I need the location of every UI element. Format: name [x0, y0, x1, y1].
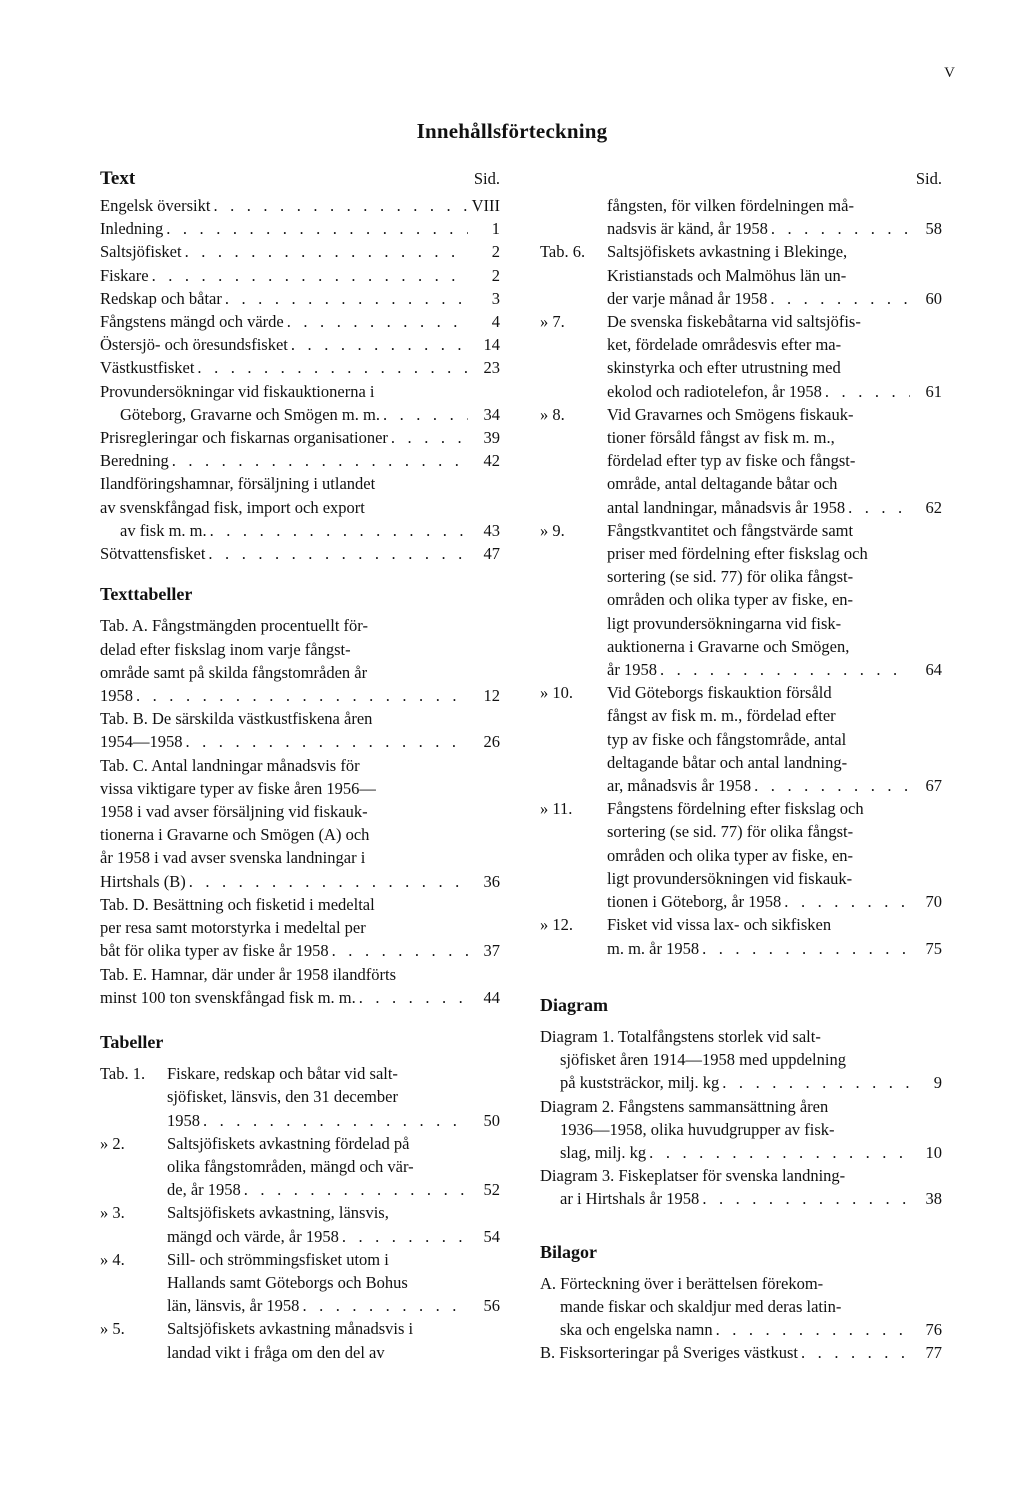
toc-page-number: 37 — [483, 941, 500, 961]
toc-entry-line — [100, 519, 468, 542]
leader-dots — [848, 496, 910, 519]
toc-entry-label: Inledning — [100, 219, 164, 239]
toc-entry-line — [100, 287, 468, 310]
toc-entry-line: ligt provundersökningarna vid fisk- — [607, 613, 842, 633]
toc-page-number: 52 — [483, 1180, 500, 1200]
toc-entry — [100, 1201, 500, 1247]
toc-page-number: 56 — [483, 1296, 500, 1316]
toc-entry-line — [100, 217, 468, 240]
toc-entry-label: ekolod och radiotelefon, år 1958 — [607, 381, 822, 401]
toc-entry-line: 1936—1958, olika huvudgrupper av fisk- — [560, 1119, 835, 1139]
toc-entry-label: Sötvattensfisket — [100, 544, 206, 564]
leader-dots — [287, 310, 468, 333]
toc-entry-label: län, länsvis, år 1958 — [167, 1296, 300, 1316]
toc-entry-label: nadsvis är känd, år 1958 — [607, 219, 768, 239]
toc-page-number: 44 — [483, 987, 500, 1007]
toc-entry-line — [100, 333, 468, 356]
toc-page-number: 2 — [491, 242, 500, 262]
toc-entry — [100, 963, 500, 1009]
toc-entry-line: ligt provundersökningen vid fiskauk- — [607, 868, 853, 888]
toc-entry — [540, 1341, 942, 1364]
toc-page-number: 9 — [933, 1073, 942, 1093]
toc-entry-line — [100, 684, 468, 707]
toc-entry-line: Tab. C. Antal landningar månadsvis för — [100, 755, 360, 775]
toc-entry-line: priser med fördelning efter fiskslag och — [607, 544, 868, 564]
toc-entry-line: A. Förteckning över i berättelsen förekom- — [540, 1273, 824, 1293]
toc-entry — [540, 240, 942, 310]
toc-entry — [540, 194, 942, 240]
leader-dots — [210, 519, 468, 542]
toc-entry-line: Diagram 3. Fiskeplatser för svenska landning- — [540, 1166, 846, 1186]
toc-entry-label: 1954—1958 — [100, 732, 183, 752]
toc-entry — [100, 356, 500, 379]
toc-entry-line — [100, 426, 468, 449]
toc-entry-label: Redskap och båtar — [100, 288, 222, 308]
toc-entry-label: minst 100 ton svenskfångad fisk m. m. — [100, 987, 356, 1007]
toc-entry-label: båt för olika typer av fiske år 1958 — [100, 941, 329, 961]
toc-entry-line: Fångstkvantitet och fångstvärde samt — [607, 520, 854, 540]
toc-entry-line — [100, 542, 468, 565]
toc-entry-line — [167, 1225, 468, 1248]
toc-entry-text — [607, 797, 910, 913]
toc-entry-line: Diagram 2. Fångstens sammansättning åren — [540, 1096, 829, 1116]
toc-entry-line: skinstyrka och efter utrustning med — [607, 358, 841, 378]
toc-entry — [540, 1025, 942, 1095]
toc-page-number: 70 — [925, 892, 942, 912]
toc-entry — [100, 614, 500, 707]
toc-entry-number: » 3. — [100, 1203, 125, 1223]
leader-dots — [722, 1071, 910, 1094]
toc-page-number: 76 — [925, 1320, 942, 1340]
leader-dots — [660, 658, 910, 681]
toc-entry-number: Tab. 6. — [540, 242, 586, 262]
toc-entry-number: » 8. — [540, 404, 565, 424]
leader-dots — [649, 1141, 910, 1164]
toc-entry-line — [540, 1187, 910, 1210]
toc-entry-label: Beredning — [100, 451, 169, 471]
toc-entry-line: Vid Göteborgs fiskauktion försåld — [607, 683, 832, 703]
toc-entry-line — [607, 380, 910, 403]
toc-entry-line: typ av fiske och fångstområde, antal — [607, 729, 847, 749]
toc-entry-number: » 9. — [540, 520, 565, 540]
toc-page-number: 64 — [925, 660, 942, 680]
toc-entry — [100, 1248, 500, 1318]
toc-entry-line: landad vikt i fråga om den del av — [167, 1342, 385, 1362]
toc-entry — [100, 264, 500, 287]
leader-dots — [203, 1109, 468, 1132]
toc-entry — [100, 472, 500, 542]
toc-entry-line: tioner försåld fångst av fisk m. m., — [607, 428, 835, 448]
toc-entry-label: av fisk m. m. — [120, 520, 207, 540]
toc-entry-line: Tab. E. Hamnar, där under år 1958 ilandförts — [100, 964, 397, 984]
toc-entry-line: ket, fördelade områdesvis efter ma- — [607, 335, 842, 355]
toc-entry-line: sortering (se sid. 77) för olika fångst- — [607, 567, 854, 587]
toc-page-number: 47 — [483, 544, 500, 564]
toc-entry-text — [607, 913, 910, 959]
toc-entry-line — [100, 403, 468, 426]
leader-dots — [702, 1187, 910, 1210]
toc-entry-line: område samt på skilda fångstområden år — [100, 662, 368, 682]
toc-entry-label: de, år 1958 — [167, 1180, 241, 1200]
toc-entry-label: m. m. år 1958 — [607, 938, 700, 958]
leader-dots — [291, 333, 468, 356]
toc-entry — [100, 1317, 500, 1363]
toc-entry-line: Diagram 1. Totalfångstens storlek vid salt- — [540, 1026, 821, 1046]
toc-entry-line: olika fångstområden, mängd och vär- — [167, 1156, 414, 1176]
toc-entry-line: Fiskare, redskap och båtar vid salt- — [167, 1064, 398, 1084]
toc-entry-line: Fisket vid vissa lax- och sikfisken — [607, 915, 832, 935]
leader-dots — [197, 356, 468, 379]
leader-dots — [152, 264, 468, 287]
sid-label-left: Sid. — [473, 169, 500, 188]
toc-entry-line: områden och olika typer av fiske, en- — [607, 845, 854, 865]
toc-entry-label: Göteborg, Gravarne och Smögen m. m. — [120, 404, 380, 424]
toc-entry-line — [607, 890, 910, 913]
toc-entry-line — [100, 264, 468, 287]
toc-page-number: 54 — [483, 1226, 500, 1246]
toc-entry-line: tionerna i Gravarne och Smögen (A) och — [100, 825, 370, 845]
toc-entry-line — [540, 1341, 910, 1364]
toc-entry-label: 1958 — [100, 686, 133, 706]
toc-entry-line: Saltsjöfiskets avkastning månadsvis i — [167, 1319, 414, 1339]
toc-entry — [100, 707, 500, 753]
toc-entry-label: 1958 — [167, 1110, 200, 1130]
toc-page-number: 26 — [483, 732, 500, 752]
toc-entry-line: delad efter fiskslag inom varje fångst- — [100, 639, 351, 659]
toc-entry-line — [167, 1294, 468, 1317]
toc-entry-text — [607, 310, 910, 403]
toc-entry-line — [100, 449, 468, 472]
toc-page-number: 12 — [483, 686, 500, 706]
leader-dots — [225, 287, 468, 310]
text-section-list — [100, 194, 500, 565]
toc-entry — [100, 1132, 500, 1202]
right-column — [540, 167, 942, 1365]
toc-entry-line: Vid Gravarnes och Smögens fiskauk- — [607, 404, 854, 424]
toc-entry-number: » 4. — [100, 1249, 125, 1269]
toc-page-number: 58 — [925, 219, 942, 239]
leader-dots — [136, 684, 468, 707]
toc-entry-line — [607, 287, 910, 310]
leader-dots — [784, 890, 910, 913]
toc-entry — [540, 1272, 942, 1342]
toc-entry-line: Ilandföringshamnar, försäljning i utlandet — [100, 474, 376, 494]
leader-dots — [702, 937, 910, 960]
toc-entry-line: av svenskfångad fisk, import och export — [100, 497, 365, 517]
toc-entry-line — [607, 496, 910, 519]
toc-entry-label: ska och engelska namn — [560, 1320, 713, 1340]
toc-entry — [540, 519, 942, 681]
leader-dots — [189, 870, 468, 893]
page-number: V — [944, 65, 956, 81]
toc-entry-label: Östersjö- och öresundsfisket — [100, 335, 288, 355]
toc-entry — [100, 310, 500, 333]
toc-entry-text — [167, 1248, 468, 1318]
leader-dots — [383, 403, 468, 426]
toc-entry-number: » 11. — [540, 799, 573, 819]
toc-entry-number: » 7. — [540, 312, 565, 332]
toc-entry-number: » 2. — [100, 1133, 125, 1153]
leader-dots — [186, 730, 469, 753]
toc-entry-line — [100, 240, 468, 263]
toc-page-number: 3 — [491, 288, 500, 308]
toc-entry — [540, 1164, 942, 1210]
toc-entry-line: vissa viktigare typer av fiske åren 1956— — [100, 778, 376, 798]
toc-entry-line: Hallands samt Göteborgs och Bohus — [167, 1272, 408, 1292]
toc-entry — [100, 240, 500, 263]
toc-entry-line — [100, 356, 468, 379]
toc-entry-text — [607, 681, 910, 797]
tabeller-continued-list — [540, 194, 942, 960]
toc-entry-label: slag, milj. kg — [560, 1142, 647, 1162]
toc-entry-line: De svenska fiskebåtarna vid saltsjöfis- — [607, 312, 861, 332]
toc-entry-number: Tab. 1. — [100, 1064, 146, 1084]
toc-entry-line: deltagande båtar och antal landning- — [607, 752, 848, 772]
texttabeller-heading: Texttabeller — [100, 584, 193, 605]
toc-entry-line — [100, 194, 468, 217]
toc-entry-label: Fångstens mängd och värde — [100, 312, 284, 332]
toc-entry-label: Engelsk översikt — [100, 196, 211, 215]
toc-entry-label: mängd och värde, år 1958 — [167, 1226, 339, 1246]
toc-entry — [100, 754, 500, 893]
toc-entry-number: » 10. — [540, 683, 573, 703]
toc-entry-label: B. Fisksorteringar på Sveriges västkust — [540, 1343, 799, 1363]
toc-entry-line — [607, 658, 910, 681]
toc-entry-line: per resa samt motorstyrka i medeltal per — [100, 918, 366, 938]
leader-dots — [359, 986, 468, 1009]
toc-entry-line: sjöfisket, länsvis, den 31 december — [167, 1087, 398, 1107]
toc-page-number: 42 — [483, 451, 500, 471]
toc-entry — [540, 681, 942, 797]
toc-entry-text — [607, 240, 910, 310]
toc-entry-label: ar i Hirtshals år 1958 — [560, 1189, 700, 1209]
toc-entry-text — [607, 519, 910, 681]
texttabeller-list — [100, 614, 500, 1008]
toc-entry — [100, 380, 500, 426]
toc-entry — [540, 310, 942, 403]
toc-entry — [540, 1095, 942, 1165]
toc-entry — [100, 542, 500, 565]
tabeller-list — [100, 1062, 500, 1364]
toc-page-number: 67 — [925, 776, 942, 796]
toc-entry-label: Västkustfisket — [100, 358, 195, 378]
toc-page-number: 38 — [925, 1189, 942, 1209]
toc-page-number: 36 — [483, 871, 500, 891]
toc-entry-label: Saltsjöfisket — [100, 242, 182, 262]
left-column — [100, 167, 500, 1364]
toc-entry-line — [100, 986, 468, 1009]
toc-page-number: 43 — [483, 520, 500, 540]
toc-entry-line — [167, 1109, 468, 1132]
diagram-list — [540, 1025, 942, 1211]
toc-entry-line — [167, 1178, 468, 1201]
toc-page-number: 61 — [925, 381, 942, 401]
toc-entry — [540, 913, 942, 959]
toc-entry-line: Provundersökningar vid fiskauktionerna i — [100, 381, 375, 401]
toc-page-number: 1 — [491, 219, 500, 239]
toc-page-number: 10 — [925, 1142, 942, 1162]
toc-entry-line — [607, 774, 910, 797]
toc-entry-line: auktionerna i Gravarne och Smögen, — [607, 636, 850, 656]
toc-entry-label: Hirtshals (B) — [100, 871, 186, 891]
toc-entry-label: på kuststräckor, milj. kg — [560, 1073, 720, 1093]
leader-dots — [771, 217, 910, 240]
toc-entry-number: » 5. — [100, 1319, 125, 1339]
toc-entry-line: fångsten, för vilken fördelningen må- — [607, 196, 854, 215]
leader-dots — [332, 939, 468, 962]
toc-entry-line — [607, 217, 910, 240]
leader-dots — [801, 1341, 910, 1364]
toc-entry-line: områden och olika typer av fiske, en- — [607, 590, 854, 610]
leader-dots — [172, 449, 468, 472]
tabeller-heading: Tabeller — [100, 1031, 164, 1052]
leader-dots — [185, 240, 468, 263]
toc-entry-line: Fångstens fördelning efter fiskslag och — [607, 799, 864, 819]
toc-entry-line — [607, 937, 910, 960]
toc-entry-label: der varje månad år 1958 — [607, 288, 768, 308]
toc-entry-line: sortering (se sid. 77) för olika fångst- — [607, 822, 854, 842]
toc-entry — [100, 217, 500, 240]
toc-entry-line: område, antal deltagande båtar och — [607, 474, 838, 494]
toc-entry-label: tionen i Göteborg, år 1958 — [607, 892, 782, 912]
toc-entry-line: Saltsjöfiskets avkastning, länsvis, — [167, 1203, 389, 1223]
toc-entry-line — [540, 1071, 910, 1094]
toc-entry-line: år 1958 i vad avser svenska landningar i — [100, 848, 366, 868]
leader-dots — [754, 774, 910, 797]
toc-page-number: 34 — [483, 404, 500, 424]
toc-entry-text — [167, 1201, 468, 1247]
toc-entry — [540, 403, 942, 519]
toc-entry-line: mande fiskar och skaldjur med deras latin- — [560, 1296, 842, 1316]
toc-page-number: 39 — [483, 428, 500, 448]
toc-page-number: VIII — [471, 196, 500, 215]
toc-entry — [100, 194, 500, 217]
toc-entry — [100, 333, 500, 356]
toc-entry-line: Saltsjöfiskets avkastning i Blekinge, — [607, 242, 848, 262]
page-title: Innehållsförteckning — [416, 119, 608, 143]
toc-page-number: 2 — [491, 265, 500, 285]
text-section-header — [100, 167, 500, 194]
toc-entry-line: fördelad efter typ av fiske och fångst- — [607, 451, 856, 471]
toc-page-number: 14 — [483, 335, 500, 355]
toc-page-number: 50 — [483, 1110, 500, 1130]
toc-entry-line: sjöfisket åren 1914—1958 med uppdelning — [560, 1050, 846, 1070]
toc-entry — [100, 287, 500, 310]
toc-entry-number: » 12. — [540, 915, 573, 935]
toc-page-number: 75 — [925, 938, 942, 958]
toc-entry-line — [540, 1318, 910, 1341]
leader-dots — [302, 1294, 468, 1317]
toc-entry-label: antal landningar, månadsvis år 1958 — [607, 497, 846, 517]
leader-dots — [825, 380, 910, 403]
toc-entry-text — [607, 403, 910, 519]
toc-entry-label: år 1958 — [607, 660, 657, 680]
bilagor-list — [540, 1272, 942, 1365]
toc-entry-text — [167, 1062, 468, 1132]
toc-entry-line — [100, 870, 468, 893]
toc-entry-line: Saltsjöfiskets avkastning fördelad på — [167, 1133, 410, 1153]
toc-page-number: 23 — [483, 358, 500, 378]
leader-dots — [166, 217, 468, 240]
toc-entry-line: Sill- och strömmingsfisket utom i — [167, 1249, 389, 1269]
leader-dots — [213, 194, 468, 217]
toc-entry-line: Tab. D. Besättning och fisketid i medeltal — [100, 894, 375, 914]
toc-page-number: 4 — [491, 312, 500, 332]
toc-page-number: 60 — [925, 288, 942, 308]
toc-entry-line — [100, 310, 468, 333]
right-column-header — [540, 167, 942, 194]
toc-entry-line — [100, 730, 468, 753]
toc-entry-line: fångst av fisk m. m., fördelad efter — [607, 706, 836, 726]
toc-entry-text — [607, 194, 910, 240]
text-section-heading: Text — [100, 168, 136, 189]
toc-entry-label: Fiskare — [100, 265, 149, 285]
leader-dots — [770, 287, 910, 310]
toc-entry-line: Kristianstads och Malmöhus län un- — [607, 265, 847, 285]
toc-entry-line — [100, 939, 468, 962]
toc-entry-line: 1958 i vad avser försäljning vid fiskauk- — [100, 802, 368, 822]
bilagor-heading: Bilagor — [540, 1241, 597, 1262]
toc-entry-line — [540, 1141, 910, 1164]
diagram-heading: Diagram — [540, 994, 608, 1015]
leader-dots — [716, 1318, 910, 1341]
leader-dots — [391, 426, 468, 449]
toc-entry-label: Prisregleringar och fiskarnas organisationer — [100, 428, 388, 448]
toc-entry — [100, 449, 500, 472]
sid-label-right: Sid. — [915, 169, 942, 188]
toc-entry — [540, 797, 942, 913]
leader-dots — [244, 1178, 468, 1201]
toc-entry-line: Tab. B. De särskilda västkustfiskena åren — [100, 709, 373, 729]
toc-entry-label: ar, månadsvis år 1958 — [607, 776, 752, 796]
toc-entry-text — [167, 1132, 468, 1202]
leader-dots — [342, 1225, 468, 1248]
toc-entry — [100, 893, 500, 963]
toc-entry — [100, 426, 500, 449]
toc-entry — [100, 1062, 500, 1132]
toc-page-number: 77 — [925, 1343, 942, 1363]
toc-entry-text — [167, 1317, 468, 1363]
toc-entry-line: Tab. A. Fångstmängden procentuellt för- — [100, 616, 368, 636]
leader-dots — [208, 542, 468, 565]
toc-page-number: 62 — [925, 497, 942, 517]
